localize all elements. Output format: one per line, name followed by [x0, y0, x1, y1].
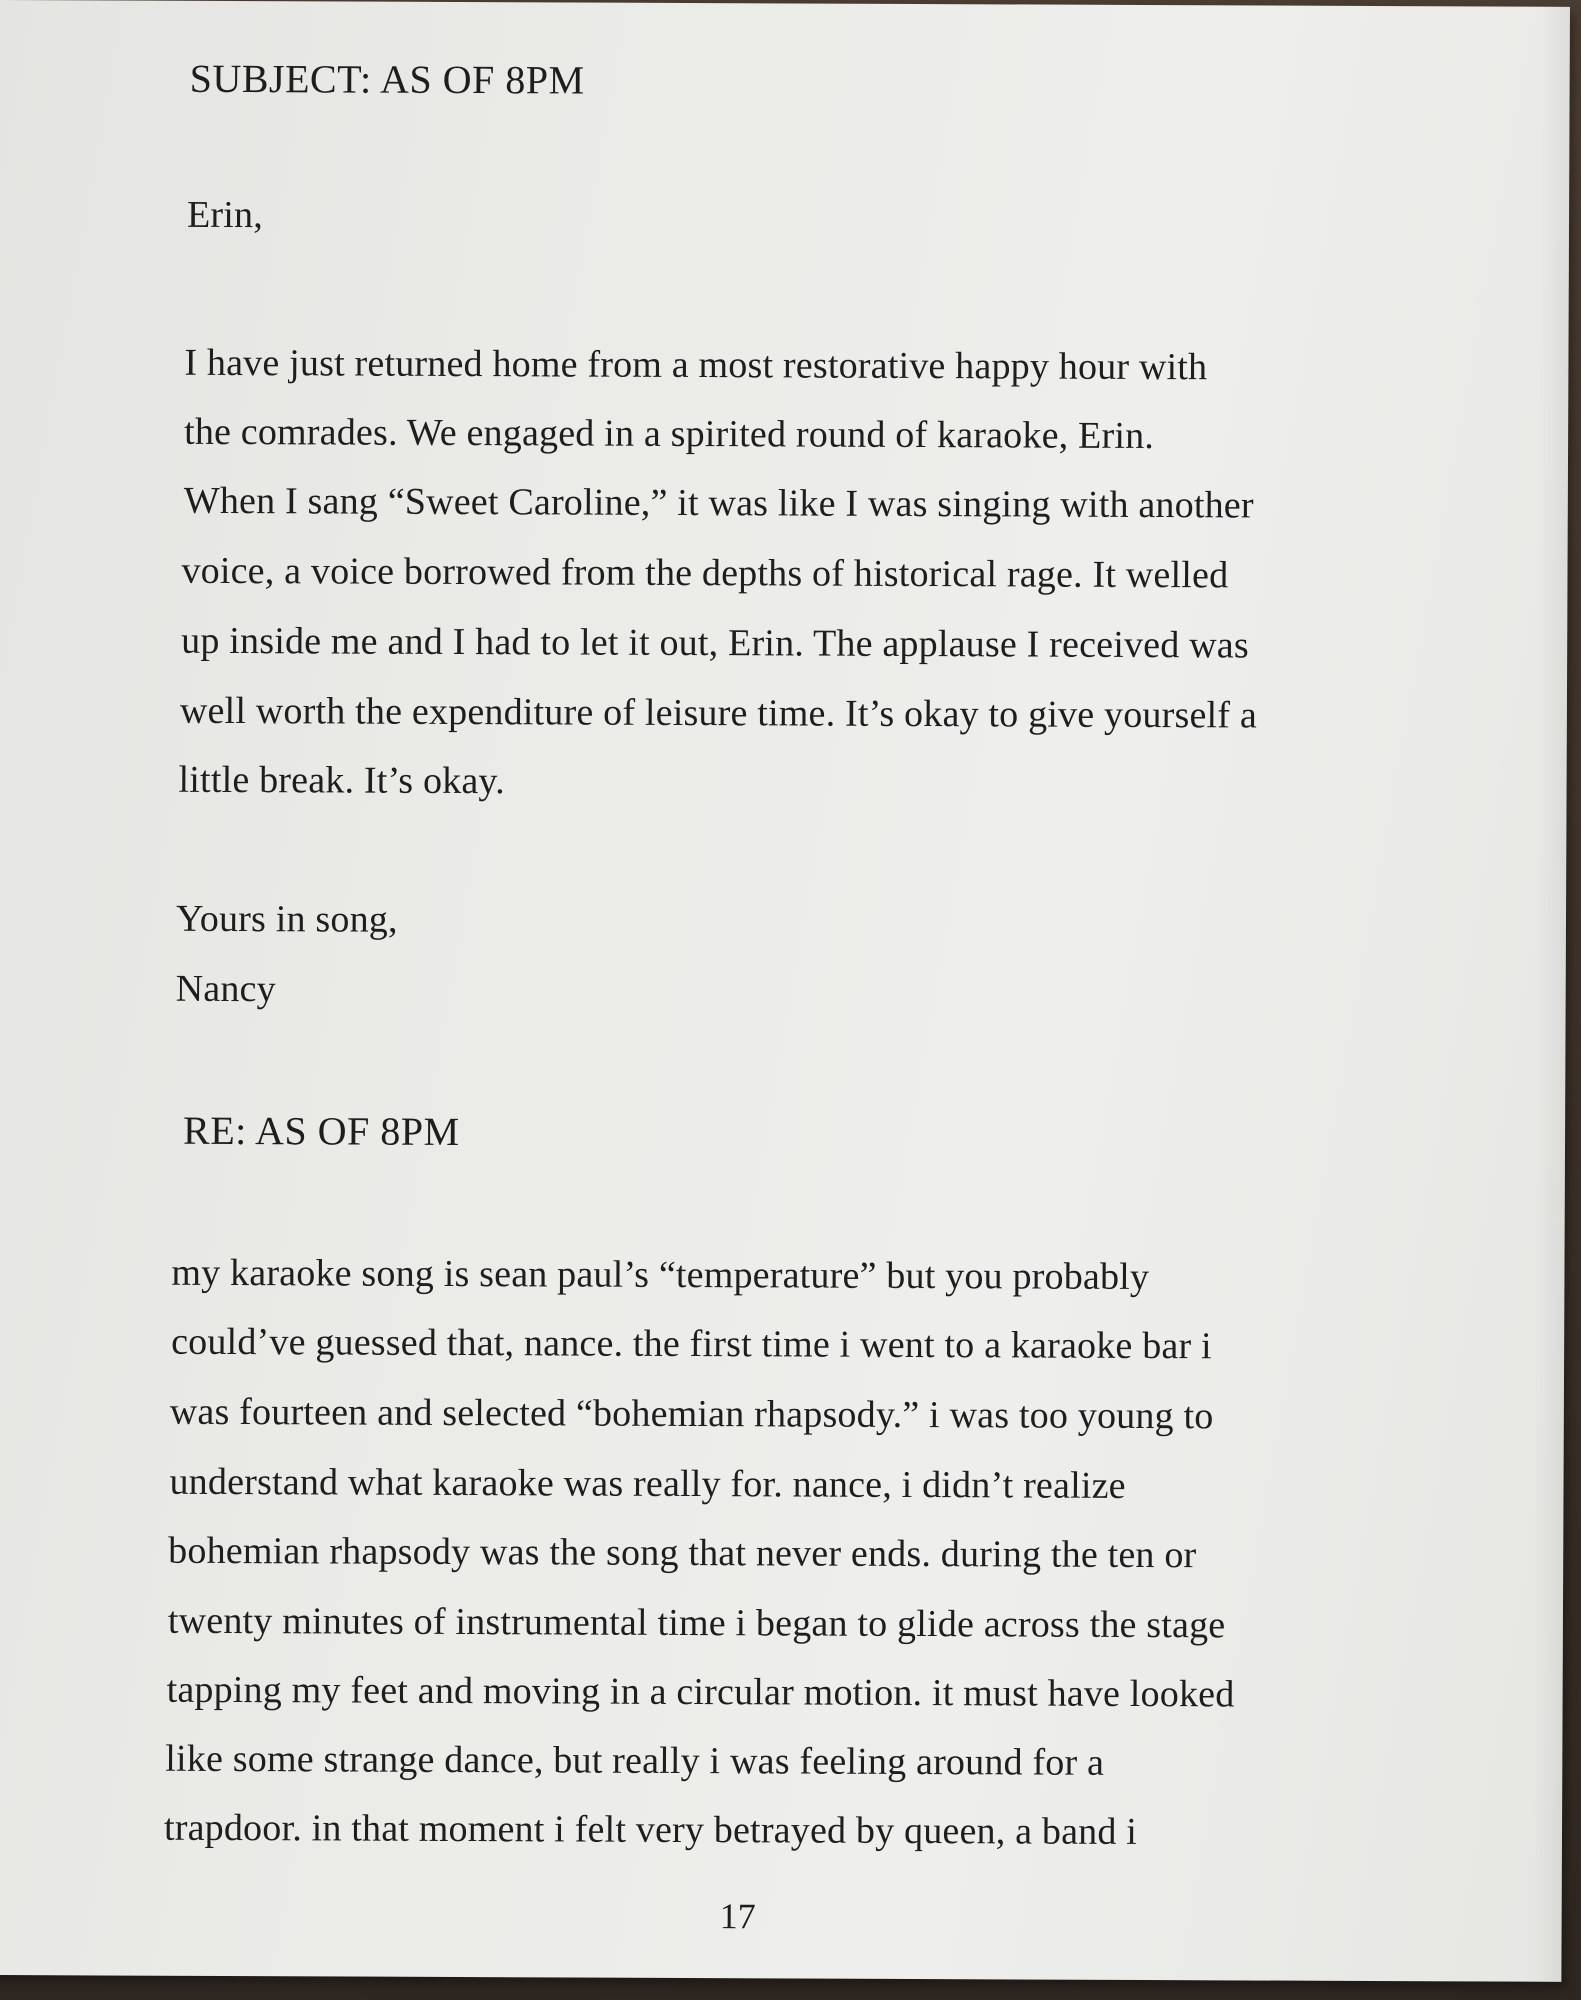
email1-body-line: When I sang “Sweet Caroline,” it was like I was singing with another — [183, 479, 1254, 527]
email1-subject: SUBJECT: AS OF 8PM — [189, 55, 585, 103]
email2-body-line: understand what karaoke was really for. nance, i didn’t realize — [169, 1460, 1126, 1507]
email2-body-line: my karaoke song is sean paul’s “temperature” but you probably — [171, 1251, 1150, 1299]
email1-body-line: voice, a voice borrowed from the depths of historical rage. It welled — [181, 549, 1229, 597]
email2-body-line: could’ve guessed that, nance. the first time i went to a karaoke bar i — [171, 1320, 1212, 1368]
page-number: 17 — [719, 1896, 756, 1937]
email1-body-line: I have just returned home from a most restorative happy hour with — [184, 341, 1208, 389]
email1-body-line: up inside me and I had to let it out, Erin. The applause I received was — [181, 619, 1249, 667]
email1-closing: Yours in song, — [175, 897, 398, 941]
email2-body-line: was fourteen and selected “bohemian rhapsody.” i was too young to — [169, 1390, 1214, 1438]
email1-signature: Nancy — [175, 967, 276, 1011]
email2-body-line: bohemian rhapsody was the song that never ends. during the ten or — [168, 1529, 1197, 1577]
email1-body-line: the comrades. We engaged in a spirited round of karaoke, Erin. — [184, 410, 1155, 458]
email2-body-line: twenty minutes of instrumental time i began to glide across the stage — [167, 1599, 1226, 1647]
email1-body-line: little break. It’s okay. — [178, 758, 506, 803]
email2-body-line: tapping my feet and moving in a circular motion. it must have looked — [166, 1668, 1235, 1716]
email2-body-line: trapdoor. in that moment i felt very betrayed by queen, a band i — [163, 1806, 1138, 1853]
email1-body-line: well worth the expenditure of leisure time. It’s okay to give yourself a — [179, 689, 1258, 737]
email1-greeting: Erin, — [186, 193, 264, 237]
email2-body-line: like some strange dance, but really i was feeling around for a — [165, 1737, 1105, 1784]
email2-subject: RE: AS OF 8PM — [182, 1107, 460, 1155]
